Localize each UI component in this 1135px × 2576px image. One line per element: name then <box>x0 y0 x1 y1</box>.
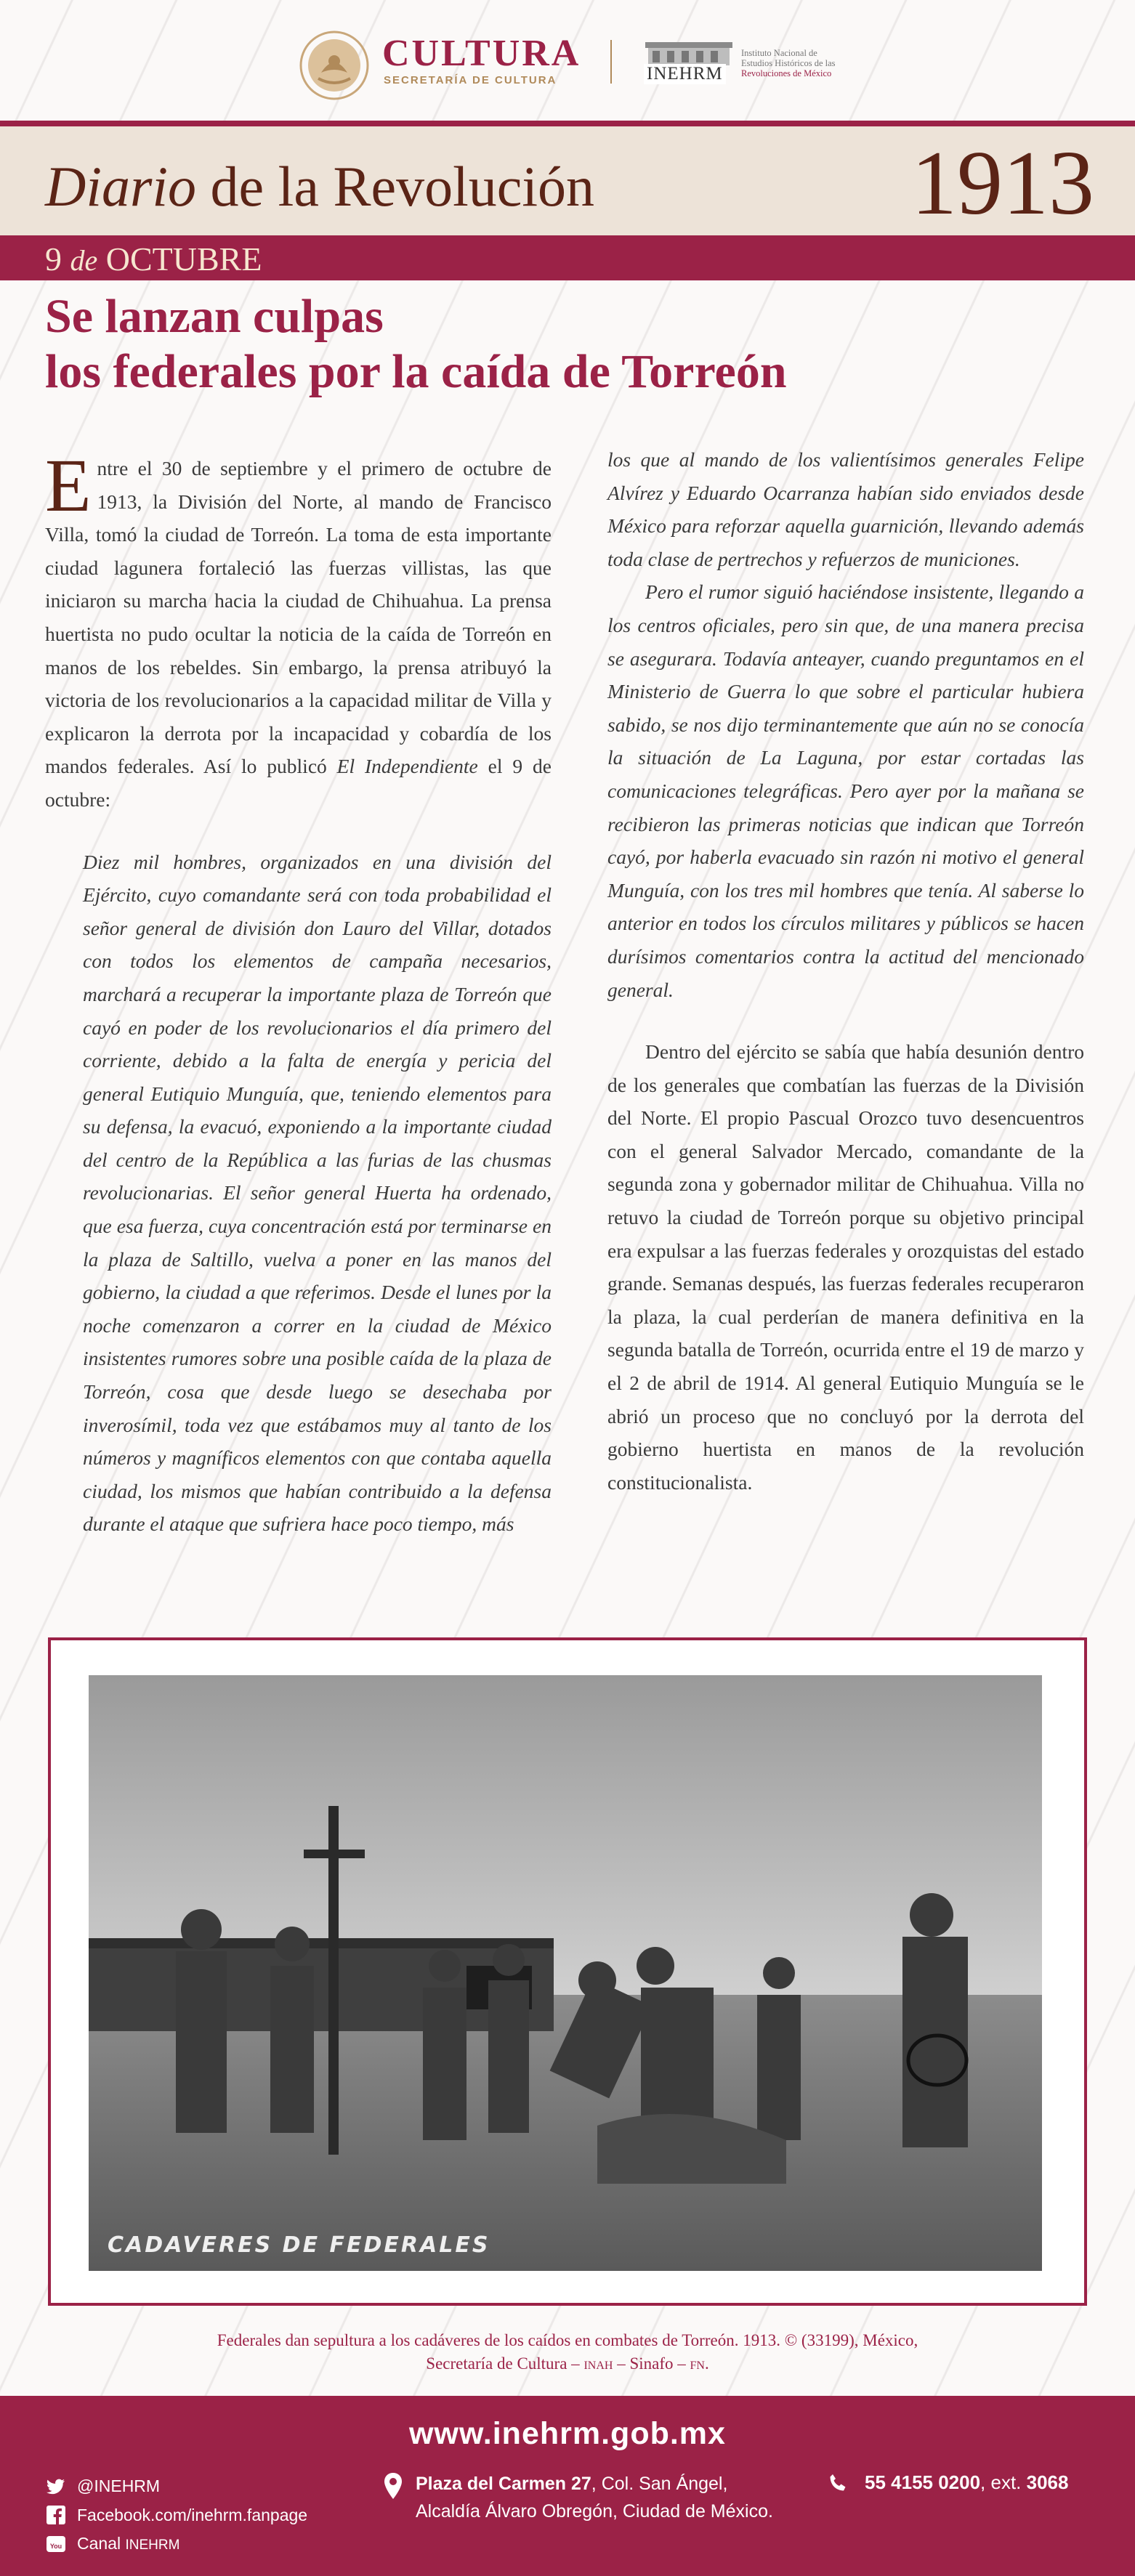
masthead-year: 1913 <box>911 133 1094 234</box>
facebook-link[interactable] <box>45 2500 307 2530</box>
facebook-icon <box>45 2504 67 2526</box>
article-paragraph-intro <box>45 444 552 817</box>
quote-block-left: Diez mil hombres, organizados en una división del Ejército, cuyo comandante será con toda probabilidad el señor general de división don Lauro del Villar, dotados con todos los elementos de campaña necesarios, marchará a recuperar la importante plaza de Torreón que cayó en poder de los revolucionarios el día primero del corriente, debido a la falta de energía y pericia del general Eutiquio Munguía, que, teniendo elementos para su defensa, la evacuó, exponiendo a la importante ciudad del centro de la República a las furias de las chusmas revolucionarias. El señor general Huerta ha ordenado, que esa fuerza, cuya concentración está por terminarse en la plaza de Saltillo, vuelva a poner en las manos del gobierno, la ciudad a que referimos. Desde el lunes por la noche comenzaron a correr en la ciudad de México insistentes rumores sobre una posible caída de la plaza de Torreón, cosa que desde luego se desechaba por inverosímil, toda vez que estábamos muy al tanto de los números y magníficos elementos con que contaba aquella ciudad, los mismos que habían contribuido a la defensa durante el ataque que sufriera hace poco tiempo, más <box>83 850 552 1536</box>
article-column-right <box>607 443 1084 1499</box>
historical-photo-illustration <box>89 1675 1042 2271</box>
article-headline <box>45 289 1091 400</box>
article-column-left <box>45 444 552 1541</box>
masthead-title <box>45 154 594 219</box>
inehrm-logo-text: INEHRM <box>644 64 726 84</box>
youtube-channel-name: INEHRM <box>125 2537 180 2553</box>
address-line-2: Alcaldía Álvaro Obregón, Ciudad de México. <box>416 2501 773 2522</box>
masthead-title-italic: Diario <box>45 155 197 218</box>
seal-icon <box>299 31 369 100</box>
top-rule <box>0 121 1135 126</box>
caption-inah: inah <box>583 2354 613 2373</box>
photo-handwritten-label: CADAVERES DE FEDERALES <box>108 2232 490 2258</box>
address-text <box>416 2470 773 2525</box>
caption-line: Federales dan sepultura a los cadáveres de los caídos en combates de Torreón. 1913. © (33199), México, <box>217 2331 918 2349</box>
caption-fn: fn <box>690 2354 705 2373</box>
facebook-page: Facebook.com/inehrm.fanpage <box>77 2506 308 2524</box>
historical-photo <box>89 1675 1042 2271</box>
footer <box>0 2396 1135 2576</box>
phone-ext: 3068 <box>1026 2471 1069 2493</box>
caption-line <box>124 2352 1011 2375</box>
inehrm-name-line: Revoluciones de México <box>741 68 832 78</box>
address <box>382 2470 773 2525</box>
twitter-icon <box>45 2475 67 2497</box>
svg-text:You: You <box>49 2543 62 2550</box>
issue-date-de: de <box>70 244 98 277</box>
address-colonia: , Col. San Ángel, <box>591 2474 728 2494</box>
address-line-1 <box>416 2470 773 2498</box>
headline-line: Se lanzan culpas <box>45 290 384 343</box>
phone-icon <box>827 2472 849 2494</box>
location-pin-icon <box>382 2471 404 2500</box>
issue-day: 9 <box>45 240 62 278</box>
intro-text-end: el 9 de octubre: <box>45 755 552 811</box>
article-paragraph-final: Dentro del ejército se sabía que había desunión dentro de los generales que combatían las fuerzas de la División del Norte. El propio Pascual Orozco tuvo desencuentros con el general Salvador Mercado, comandante de la segunda zona y gobernador militar de Chihuahua. Villa no retuvo la ciudad de Torreón porque su objetivo principal era expulsar a las fuerzas federales y orozquistas del estado grande. Semanas después, las fuerzas federales recuperaron la plaza, la cual perderían de manera definitiva en la segunda batalla de Torreón, ocurrida entre el 19 de marzo y el 2 de abril de 1914. Al general Eutiquio Munguía se le abrió un proceso que no concluyó por la derrota del gobierno huertista en manos de la revolución constitucionalista. <box>607 1040 1084 1494</box>
youtube-channel <box>77 2529 179 2560</box>
website-link[interactable]: www.inehrm.gob.mx <box>409 2416 726 2451</box>
phone-ext-label: , ext. <box>980 2471 1027 2493</box>
issue-month: OCTUBRE <box>105 240 262 278</box>
date-band <box>0 235 1135 280</box>
newspaper-name: El Independiente <box>336 755 478 778</box>
social-links <box>45 2471 307 2559</box>
cultura-subtitle: SECRETARÍA DE CULTURA <box>384 74 557 86</box>
caption-part: – Sinafo – <box>613 2354 690 2373</box>
inehrm-name-line: Instituto Nacional de <box>741 48 817 58</box>
inehrm-full-name <box>741 48 857 78</box>
drop-cap: E <box>45 444 92 527</box>
phone[interactable] <box>827 2471 1068 2494</box>
issue-date <box>45 240 262 278</box>
youtube-channel-prefix: Canal <box>77 2533 126 2553</box>
quote-block-right: los que al mando de los valientísimos generales Felipe Alvírez y Eduardo Ocarranza habían sido enviados desde México para reforzar aquella guarnición, llevando además toda clase de pertrechos y refuerzos de municiones. <box>607 448 1084 570</box>
inehrm-name-line: Estudios Históricos de las <box>741 58 836 68</box>
twitter-handle: @INEHRM <box>77 2476 161 2495</box>
phone-number <box>865 2471 1068 2494</box>
youtube-link[interactable] <box>45 2530 307 2559</box>
photo-caption <box>124 2329 1011 2375</box>
masthead <box>0 126 1135 235</box>
phone-main: 55 4155 0200 <box>865 2471 981 2493</box>
address-street: Plaza del Carmen 27 <box>416 2474 591 2494</box>
youtube-icon <box>45 2533 67 2555</box>
caption-part: . <box>704 2354 709 2373</box>
cultura-logo-text: CULTURA <box>382 33 581 74</box>
headline-line: los federales por la caída de Torreón <box>45 345 787 398</box>
logo-header <box>0 0 1135 123</box>
twitter-link[interactable] <box>45 2471 307 2500</box>
caption-part: Secretaría de Cultura – <box>426 2354 584 2373</box>
quote-block-right-2: Pero el rumor siguió haciéndose insistente, llegando a los centros oficiales, pero sin que, de una manera precisa se asegurara. Todavía anteayer, cuando preguntamos en el Ministerio de Guerra lo que sobre el particular hubiera sabido, se nos dijo terminantemente que aún no se conocía la situación de La Laguna, por estar cortadas las comunicaciones telegráficas. Pero ayer por la mañana se recibieron las primeras noticias que indican que Torreón cayó, por haberla evacuado sin razón ni motivo el general Munguía, con los tres mil hombres que tenía. Al saberse lo anterior en todos los círculos militares y públicos se hacen durísimos comentarios contra la actitud del mencionado general. <box>607 580 1084 1001</box>
masthead-title-rest: de la Revolución <box>210 155 595 218</box>
intro-text: ntre el 30 de septiembre y el primero de octubre de 1913, la División del Norte, al mando de Francisco Villa, tomó la ciudad de Torreón. La toma de esta importante ciudad lagunera fortaleció las fuerzas villistas, las que iniciaron su marcha hacia la ciudad de Chihuahua. La prensa huertista no pudo ocultar la noticia de la caída de Torreón en manos de los rebeldes. Sin embargo, la prensa atribuyó la victoria de los revolucionarios a la capacidad militar de Villa y explicaron la derrota por la incapacidad y cobardía de los mandos federales. Así lo publicó <box>45 457 552 778</box>
photo-frame <box>48 1637 1087 2306</box>
logo-divider <box>610 40 612 84</box>
